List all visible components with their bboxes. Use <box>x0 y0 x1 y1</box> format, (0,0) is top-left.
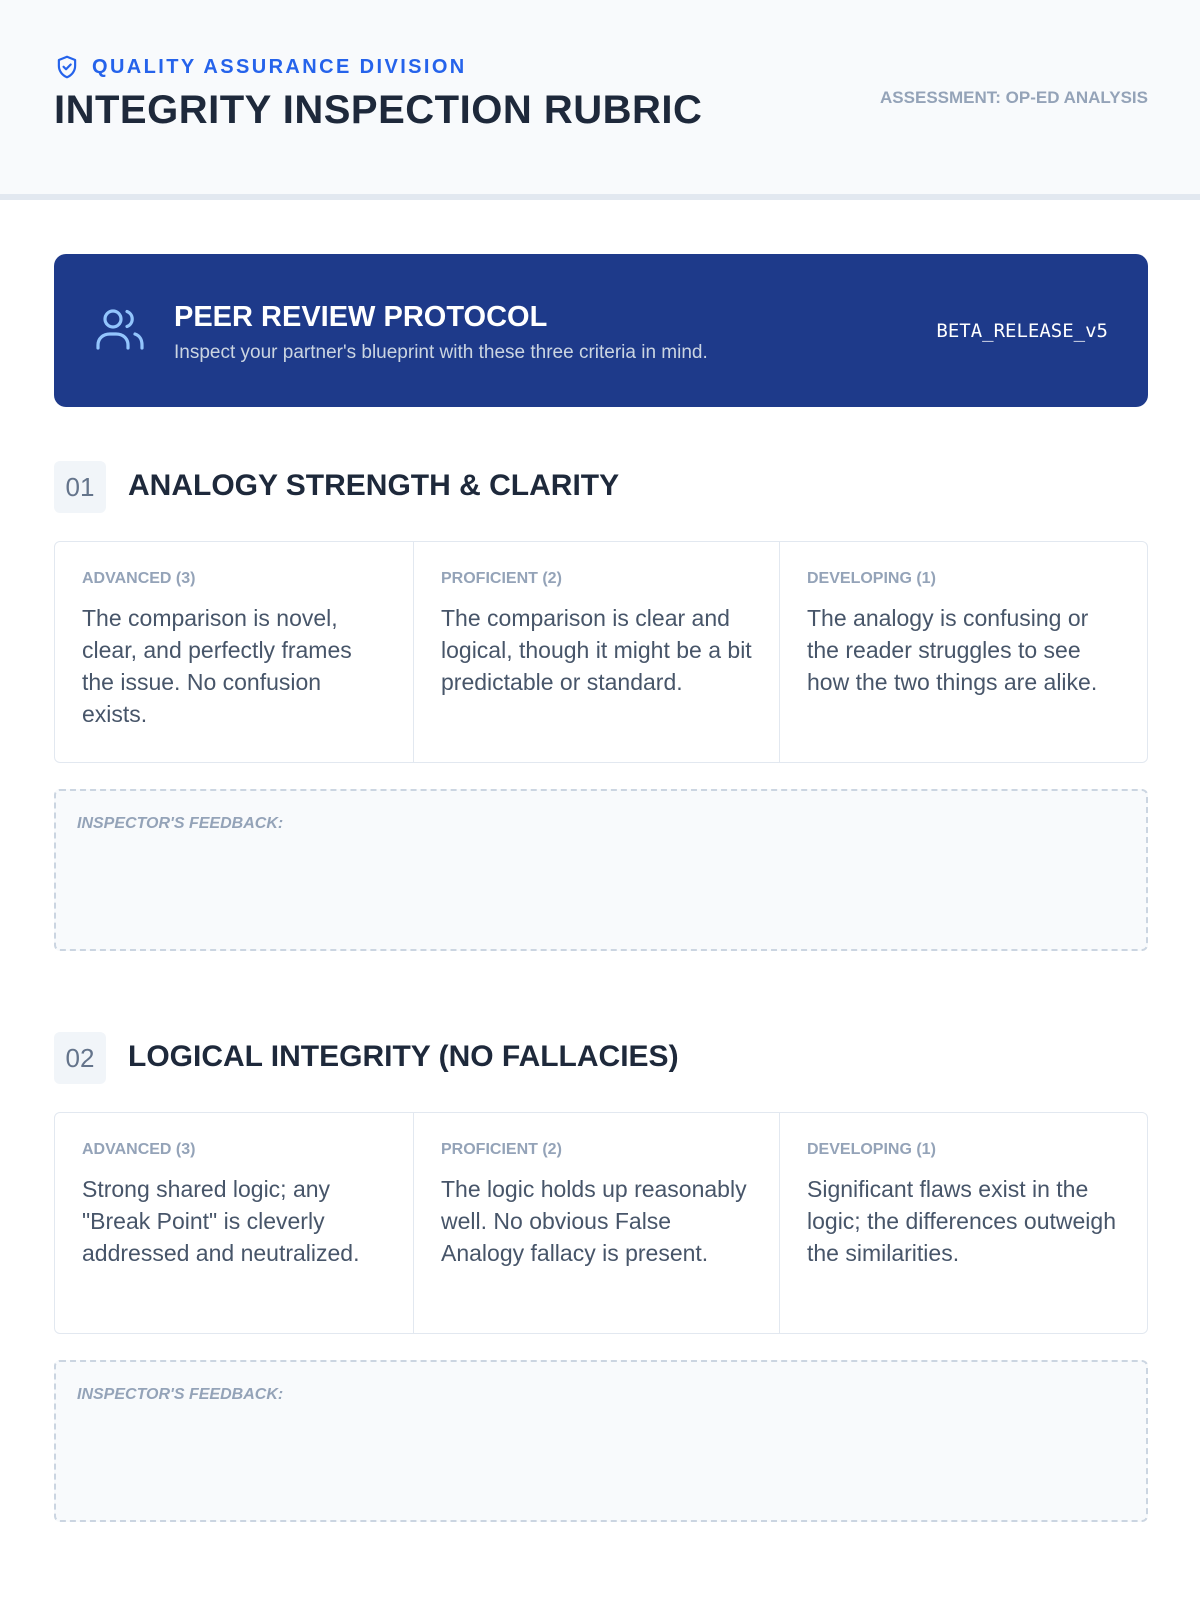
rubric-grid <box>54 1112 1148 1334</box>
level-label: ADVANCED (3) <box>82 1141 196 1158</box>
level-label: ADVANCED (3) <box>82 570 196 587</box>
rubric-cell-proficient <box>414 542 780 762</box>
feedback-box[interactable] <box>54 1360 1148 1522</box>
level-label: DEVELOPING (1) <box>807 1141 936 1158</box>
rubric-grid <box>54 541 1148 763</box>
level-label: PROFICIENT (2) <box>441 1141 562 1158</box>
feedback-label: INSPECTOR'S FEEDBACK: <box>77 815 284 832</box>
section-title: LOGICAL INTEGRITY (NO FALLACIES) <box>128 1040 679 1073</box>
level-label: PROFICIENT (2) <box>441 570 562 587</box>
level-label: DEVELOPING (1) <box>807 570 936 587</box>
banner-subtitle: Inspect your partner's blueprint with these three criteria in mind. <box>174 342 708 363</box>
peer-review-banner <box>54 254 1148 407</box>
level-description: The logic holds up reasonably well. No obvious False Analogy fallacy is present. <box>441 1176 747 1266</box>
division-row <box>54 54 467 80</box>
feedback-box[interactable] <box>54 789 1148 951</box>
section-number: 01 <box>54 461 106 513</box>
criterion-section <box>54 1032 1148 1403</box>
version-tag: BETA_RELEASE_v5 <box>936 320 1108 342</box>
rubric-cell-advanced <box>55 1113 414 1333</box>
division-label: QUALITY ASSURANCE DIVISION <box>92 55 467 78</box>
users-icon <box>94 304 146 356</box>
page-title: INTEGRITY INSPECTION RUBRIC <box>54 88 703 132</box>
rubric-cell-developing <box>780 1113 1147 1333</box>
level-description: The analogy is confusing or the reader struggles to see how the two things are alike. <box>807 605 1098 695</box>
level-description: The comparison is novel, clear, and perfectly frames the issue. No confusion exists. <box>82 605 352 727</box>
level-description: Significant flaws exist in the logic; the differences outweigh the similarities. <box>807 1176 1116 1266</box>
feedback-label: INSPECTOR'S FEEDBACK: <box>77 1386 284 1403</box>
section-header <box>54 1032 1148 1086</box>
section-number: 02 <box>54 1032 106 1084</box>
criterion-section <box>54 461 1148 832</box>
section-title: ANALOGY STRENGTH & CLARITY <box>128 469 620 502</box>
level-description: The comparison is clear and logical, though it might be a bit predictable or standard. <box>441 605 752 695</box>
shield-check-icon <box>54 54 80 80</box>
banner-title: PEER REVIEW PROTOCOL <box>174 301 548 333</box>
level-description: Strong shared logic; any "Break Point" is cleverly addressed and neutralized. <box>82 1176 360 1266</box>
rubric-cell-proficient <box>414 1113 780 1333</box>
page-header <box>0 0 1200 200</box>
assessment-label: ASSESSMENT: OP-ED ANALYSIS <box>880 88 1148 107</box>
rubric-cell-advanced <box>55 542 414 762</box>
rubric-cell-developing <box>780 542 1147 762</box>
section-header <box>54 461 1148 515</box>
